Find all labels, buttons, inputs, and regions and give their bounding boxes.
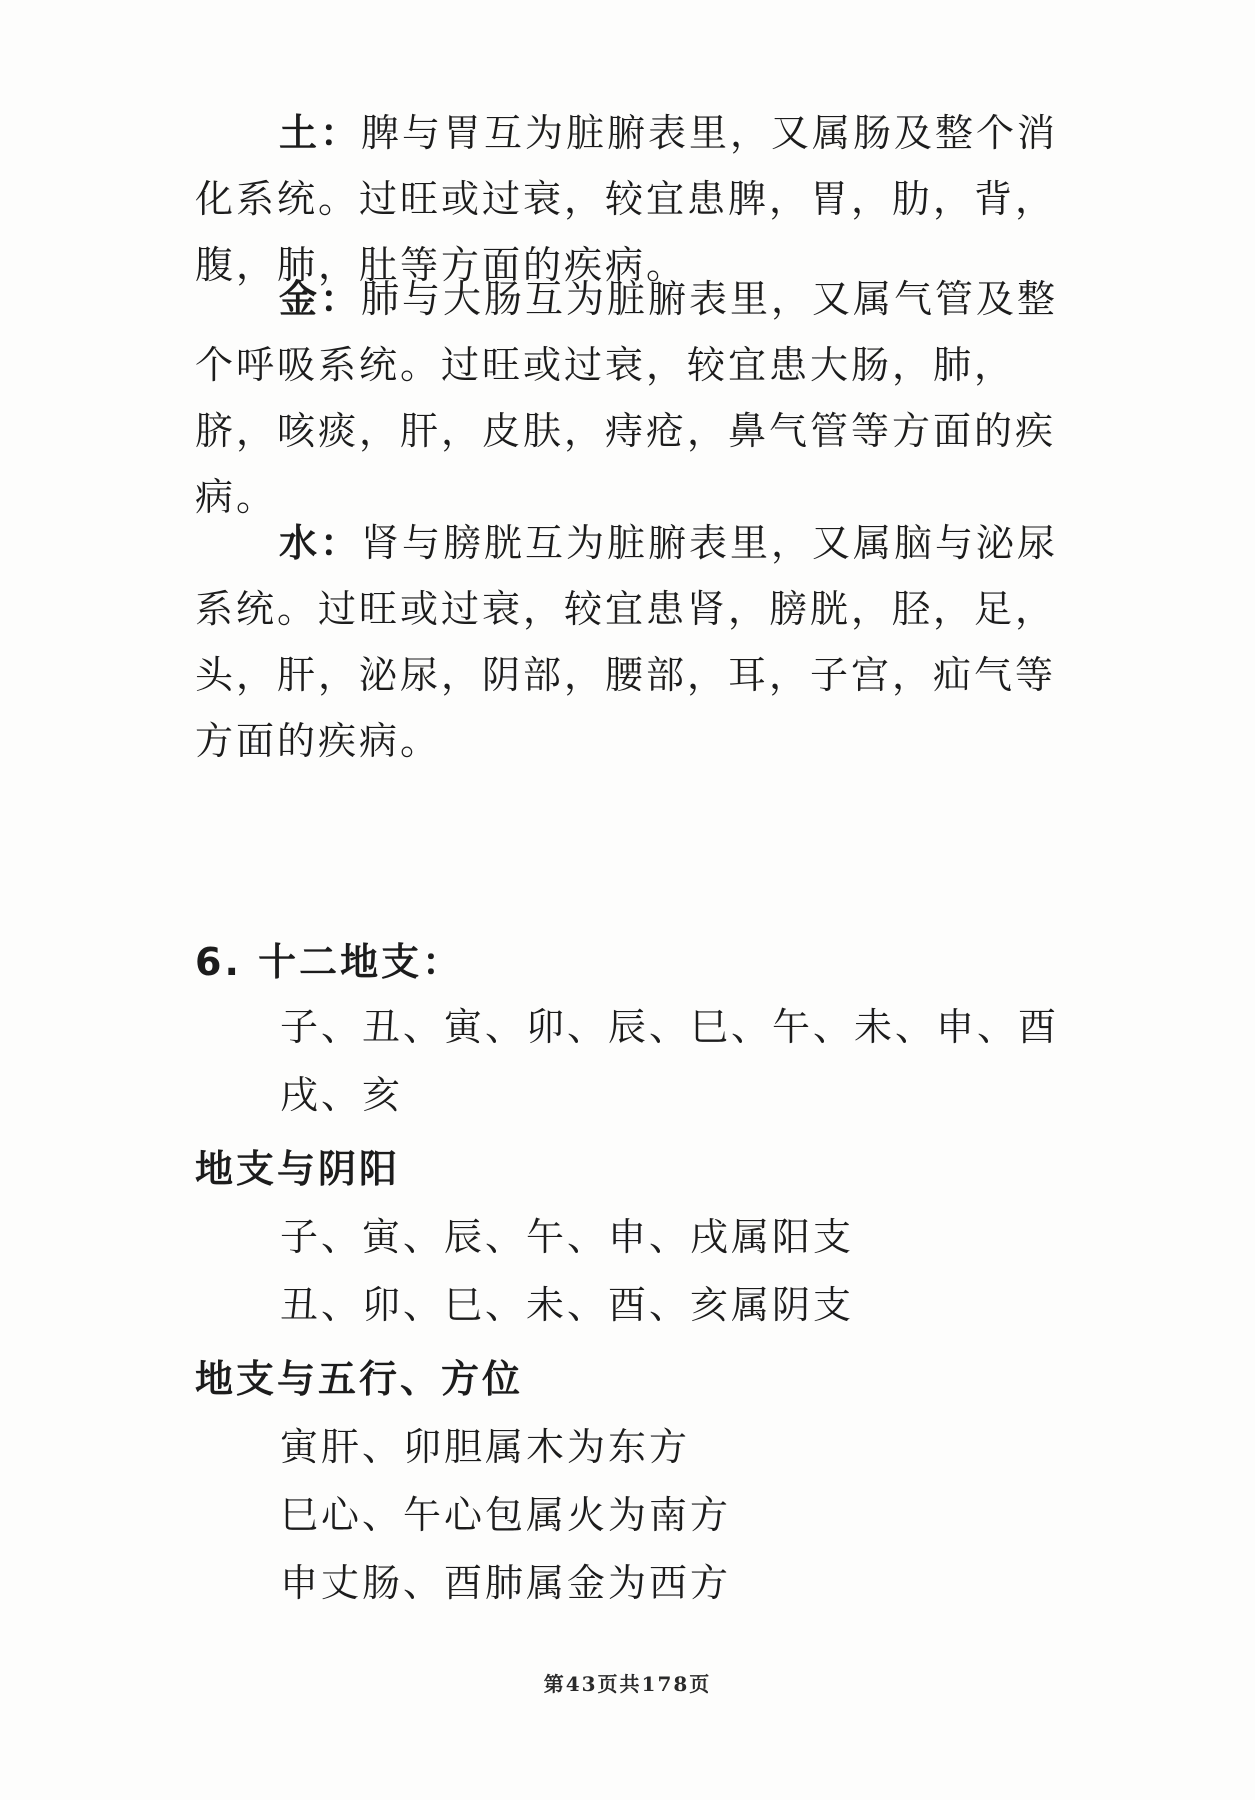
subheading-wuxing: 地支与五行、方位 (195, 1357, 524, 1401)
paragraph-term: 金： (279, 276, 362, 321)
page-footer: 第43页共178页 (543, 1672, 712, 1696)
paragraph-text: 脾与胃互为脏腑表里，又属肠及整个消化系统。过旺或过衰，较宜患脾，胃，肋，背，腹，肺，肚等方面的疾病。 (195, 111, 1059, 287)
branches-line: 戌、亥 (280, 1073, 404, 1117)
wuxing-item: 申丈肠、酉肺属金为西方 (280, 1561, 732, 1605)
wuxing-item: 寅肝、卯胆属木为东方 (280, 1425, 691, 1469)
paragraph-water (195, 510, 1065, 774)
section-title: 6. 十二地支： (195, 940, 464, 984)
paragraph-term: 土： (279, 110, 362, 155)
paragraph-metal (195, 266, 1065, 530)
yin-branches: 丑、卯、巳、未、酉、亥属阴支 (280, 1283, 855, 1327)
yang-branches: 子、寅、辰、午、申、戌属阳支 (280, 1215, 855, 1259)
branches-line: 子、丑、寅、卯、辰、巳、午、未、申、酉 (280, 1005, 1060, 1049)
paragraph-text: 肾与膀胱互为脏腑表里，又属脑与泌尿系统。过旺或过衰，较宜患肾，膀胱，胫，足，头，肝，泌尿，阴部，腰部，耳，子宫，疝气等方面的疾病。 (195, 521, 1059, 763)
wuxing-item: 巳心、午心包属火为南方 (280, 1493, 732, 1537)
paragraph-text: 肺与大肠互为脏腑表里，又属气管及整个呼吸系统。过旺或过衰，较宜患大肠，肺，脐，咳痰，肝，皮肤，痔疮，鼻气管等方面的疾病。 (195, 277, 1059, 519)
paragraph-term: 水： (279, 520, 362, 565)
subheading-yinyang: 地支与阴阳 (195, 1147, 401, 1191)
